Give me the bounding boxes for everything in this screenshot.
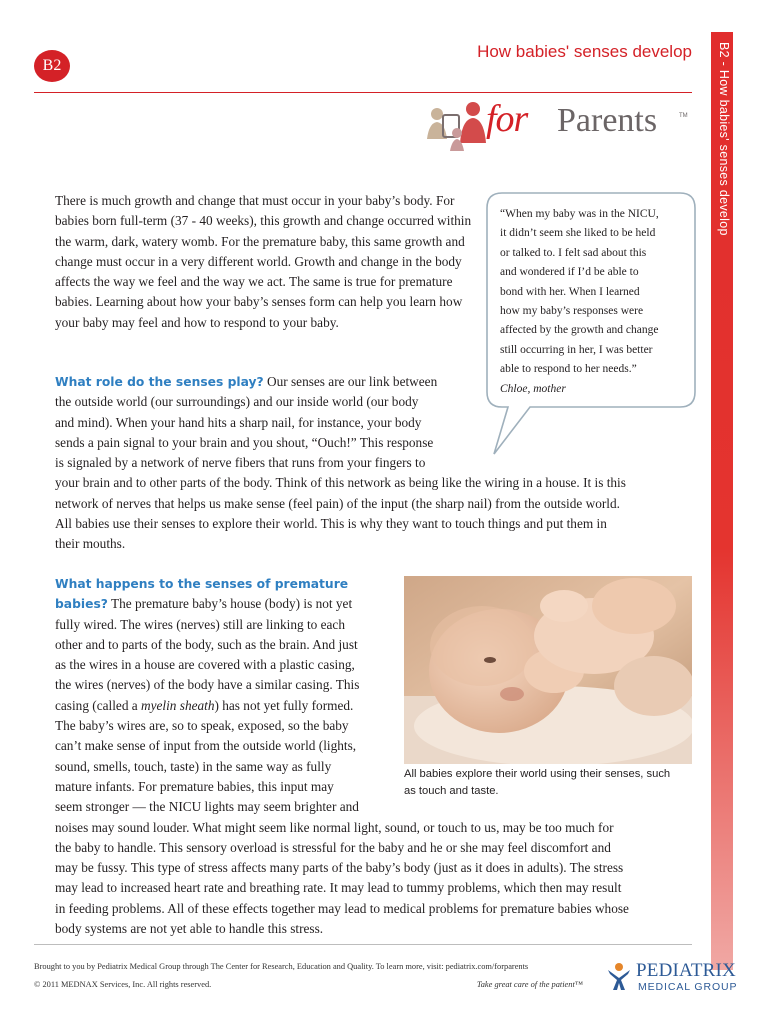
for-parents-logo [424, 97, 694, 157]
logo-for-text: for [486, 98, 528, 140]
page-title: How babies' senses develop [477, 42, 692, 61]
quote-text: “When my baby was in the NICU, it didn’t seem she liked to be held or talked to. I felt sad about this and wondered if I’d be able to bond with her. When I learned how my baby’s responses were affected by the growth and change still occurring in her, I was better able to respond to her needs.” Chloe, mother [500, 205, 690, 399]
page-badge: B2 [34, 50, 70, 82]
senses-role-section: What role do the senses play? Our senses are our link between the outside world (our surroundings) and our inside world (our body and mind). When your hand hits a sharp nail, for instance, your body sends a pain signal to your brain and you shout, “Ouch!” This response is signaled by a network of nerve fibers that runs from your fingers to your brain and to other parts of the body. Think of this network as being like the wiring in a house. It is this network of nerves that helps us make sense (feel pain) of the input (the sharp nail) from the outside world. All babies use their senses to explore their world. This is why they want to touch things and put them in their mouths. [55, 374, 626, 552]
family-icon [424, 99, 494, 155]
photo-caption: All babies explore their world using their senses, such as touch and taste. [404, 768, 671, 797]
footer-copyright: © 2011 MEDNAX Services, Inc. All rights reserved. [34, 980, 212, 989]
footer-tagline: Take great care of the patient™ [476, 980, 583, 989]
side-ribbon-label: B2 - How babies' senses develop [717, 42, 731, 236]
logo-parents-text: Parents [557, 102, 658, 139]
pediatrix-logo [606, 960, 740, 996]
section-heading-senses-role: What role do the senses play? [55, 375, 264, 389]
section-heading-premature: What happens to the senses of premature [55, 577, 349, 591]
intro-paragraph: There is much growth and change that must occur in your baby’s body. For babies born full-term (37 - 40 weeks), this growth and change occurred within the warm, dark, watery womb. For the premature baby, this same growth and change must occur in a very different world. Growth and change in the body affects the way we feel and the way we act. The same is true for premature babies. Learning about how your baby’s senses form can help you learn how your baby may feel and how to respond to your baby. [55, 193, 472, 330]
quote-author: Chloe, mother [500, 382, 566, 395]
pediatrix-figure-icon [606, 962, 632, 992]
baby-photo [404, 576, 692, 764]
header-divider [34, 92, 692, 93]
footer-credit: Brought to you by Pediatrix Medical Group through The Center for Research, Education and Quality. To learn more, visit: pediatrix.com/forparents [34, 962, 529, 971]
baby-photo-illustration [404, 576, 692, 764]
brand-name: PEDIATRIX [636, 960, 736, 981]
myelin-sheath-term: myelin sheath [141, 697, 215, 713]
logo-trademark: TM [679, 113, 688, 119]
premature-senses-section: What happens to the senses of premature babies? The premature baby’s house (body) is not yet fully wired. The wires (nerves) still are linking to each other and to parts of the body, such as the brain. And just as the wires in a house are covered with a plastic casing, the wires (nerves) of the body have a similar casing. This casing (called a myelin sheath) has not yet fully formed. The baby’s wires are, so to speak, exposed, so the baby can’t make sense of input from the outside world (lights, sound, smells, touch, taste) in the same way as fully mature infants. For premature babies, this input may seem stronger — the NICU lights may seem brighter and noises may sound louder. What might seem like normal light, sound, or touch to us, may be too much for the baby to handle. This sensory overload is stressful for the baby and he or she may feel discomfort and may be fussy. This type of stress affects many parts of the baby’s body (just as it does in adults). The stress may lead to increased heart rate and breathing rate. It may lead to tummy problems, which then may result in feeding problems. All of these effects together may lead to medical problems for premature babies whose body systems are not yet able to handle this stress. [55, 574, 695, 939]
brand-subtitle: MEDICAL GROUP [638, 981, 738, 993]
footer-divider [34, 944, 692, 945]
